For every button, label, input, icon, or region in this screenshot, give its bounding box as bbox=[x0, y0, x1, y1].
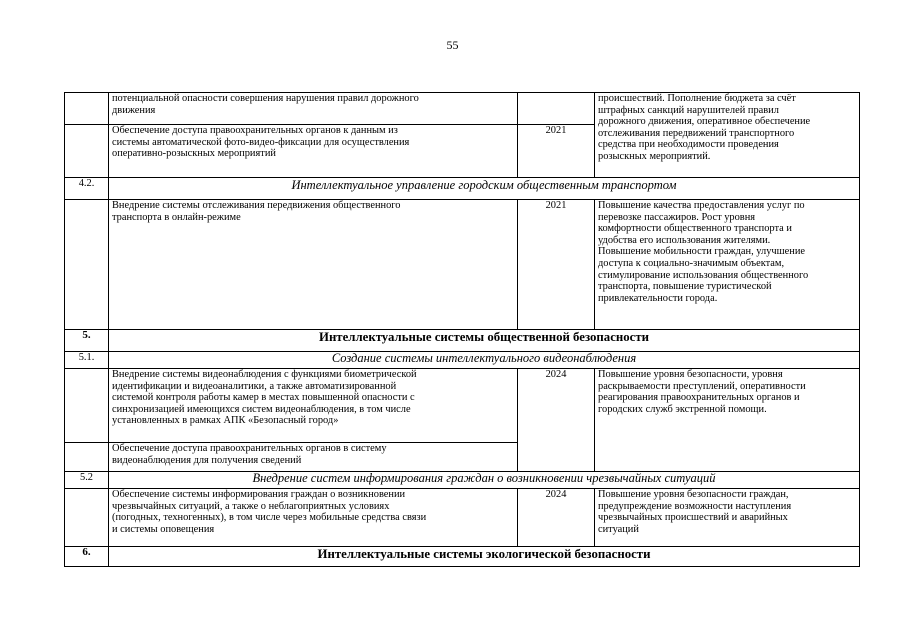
row-number-cell bbox=[65, 369, 109, 443]
result-cell: Повышение уровня безопасности граждан, предупреждение возможности наступления чрезвычайных происшествий и аварийных ситуаций bbox=[595, 489, 860, 547]
year-cell: 2024 bbox=[518, 489, 595, 547]
task-cell: Обеспечение доступа правоохранительных органов в систему видеонаблюдения для получения сведений bbox=[109, 443, 518, 472]
table-row bbox=[65, 489, 860, 547]
result-cell: Повышение уровня безопасности, уровня раскрываемости преступлений, оперативности реагирования правоохранительных органов и городских служб экстренной помощи. bbox=[595, 369, 860, 472]
subsection-heading: Внедрение систем информирования граждан о возникновении чрезвычайных ситуаций bbox=[109, 472, 860, 489]
section-number: 5.1. bbox=[65, 352, 109, 369]
row-number-cell bbox=[65, 443, 109, 472]
year-cell: 2021 bbox=[518, 200, 595, 330]
table-row bbox=[65, 93, 860, 125]
task-cell: Внедрение системы видеонаблюдения с функциями биометрической идентификации и видеоаналитики, а также автоматизированной системой контроля работы камер в местах повышенной опасности с синхронизацией имеющихся систем видеонаблюдения, в том числе установленных в рамках АПК «Безопасный город» bbox=[109, 369, 518, 443]
year-cell: 2024 bbox=[518, 369, 595, 472]
measures-table bbox=[64, 92, 860, 567]
result-cell: происшествий. Пополнение бюджета за счёт штрафных санкций нарушителей правил дорожного движения, оперативное обеспечение отслеживания передвижений транспортного средства при необходимости проведения розыскных мероприятий. bbox=[595, 93, 860, 178]
table-row bbox=[65, 352, 860, 369]
year-cell bbox=[518, 93, 595, 125]
row-number-cell bbox=[65, 125, 109, 178]
table-row bbox=[65, 200, 860, 330]
section-heading: Интеллектуальные системы общественной безопасности bbox=[109, 330, 860, 352]
table-row bbox=[65, 330, 860, 352]
section-number: 5. bbox=[65, 330, 109, 352]
section-number: 5.2 bbox=[65, 472, 109, 489]
table-row bbox=[65, 472, 860, 489]
task-cell: Внедрение системы отслеживания передвижения общественного транспорта в онлайн-режиме bbox=[109, 200, 518, 330]
section-heading: Интеллектуальные системы экологической безопасности bbox=[109, 547, 860, 567]
row-number-cell bbox=[65, 93, 109, 125]
result-cell: Повышение качества предоставления услуг по перевозке пассажиров. Рост уровня комфортности общественного транспорта и удобства его использования жителями. Повышение мобильности граждан, улучшение доступа к социально-значимым объектам, стимулирование использования общественного транспорта, повышение туристической привлекательности города. bbox=[595, 200, 860, 330]
section-number: 4.2. bbox=[65, 178, 109, 200]
subsection-heading: Интеллектуальное управление городским общественным транспортом bbox=[109, 178, 860, 200]
subsection-heading: Создание системы интеллектуального видеонаблюдения bbox=[109, 352, 860, 369]
section-number: 6. bbox=[65, 547, 109, 567]
row-number-cell bbox=[65, 200, 109, 330]
task-cell: Обеспечение доступа правоохранительных органов к данным из системы автоматической фото-видео-фиксации для осуществления оперативно-розыскных мероприятий bbox=[109, 125, 518, 178]
table-row bbox=[65, 369, 860, 443]
table-row bbox=[65, 178, 860, 200]
page-number: 55 bbox=[446, 38, 459, 52]
row-number-cell bbox=[65, 489, 109, 547]
year-cell: 2021 bbox=[518, 125, 595, 178]
task-cell: потенциальной опасности совершения нарушения правил дорожного движения bbox=[109, 93, 518, 125]
task-cell: Обеспечение системы информирования граждан о возникновении чрезвычайных ситуаций, а также о неблагоприятных условиях (погодных, техногенных), в том числе через мобильные средства связи и системы оповещения bbox=[109, 489, 518, 547]
table-row bbox=[65, 547, 860, 567]
